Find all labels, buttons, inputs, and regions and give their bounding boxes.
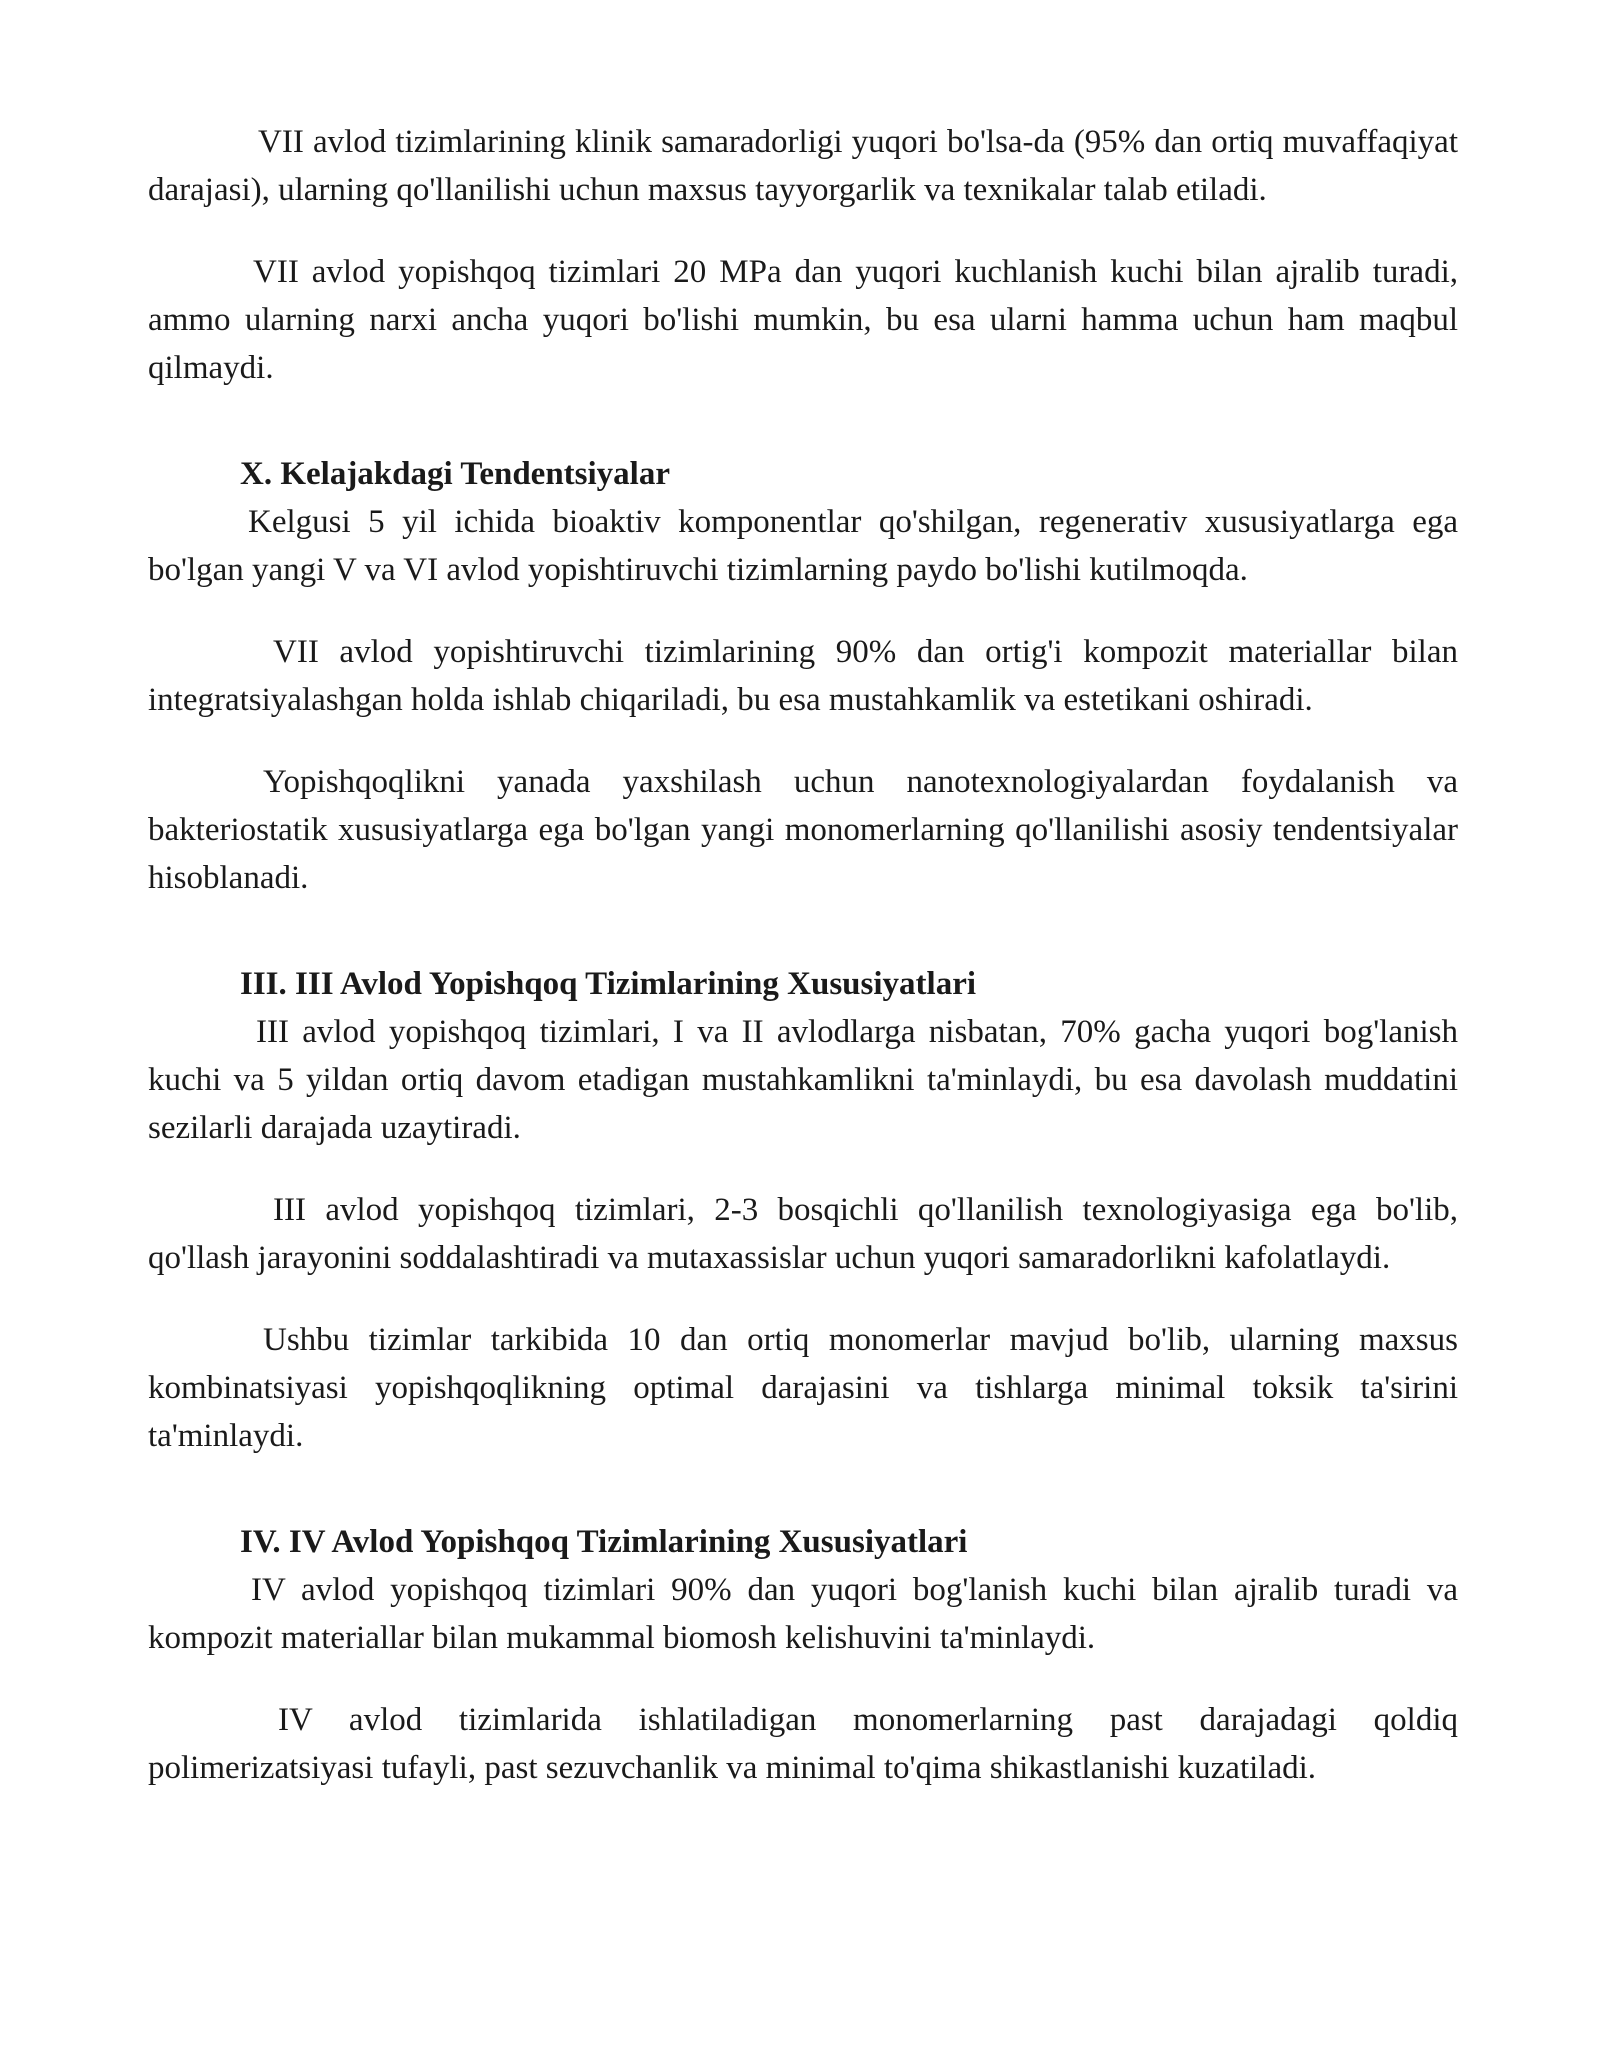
paragraph-vii-bond-strength: VII avlod yopishqoq tizimlari 20 MPa dan yuqori kuchlanish kuchi bilan ajralib turadi, ammo ularning narxi ancha yuqori bo'lishi mumkin, bu esa ularni hamma uchun ham maqbul qilmaydi. (148, 254, 1458, 386)
section-heading-iv: IV. IV Avlod Yopishqoq Tizimlarining Xususiyatlari (240, 1524, 968, 1560)
paragraph-iii-application-steps: III avlod yopishqoq tizimlari, 2-3 bosqichli qo'llanilish texnologiyasiga ega bo'lib, qo'llash jarayonini soddalashtiradi va mutaxassislar uchun yuqori samaradorlikni kafolatlaydi. (148, 1192, 1458, 1276)
paragraph-vii-composite-integration: VII avlod yopishtiruvchi tizimlarining 90% dan ortig'i kompozit materiallar bilan integratsiyalashgan holda ishlab chiqariladi, bu esa mustahkamlik va estetikani oshiradi. (148, 634, 1458, 718)
section-heading-iii: III. III Avlod Yopishqoq Tizimlarining Xususiyatlari (240, 966, 977, 1002)
paragraph-iii-bond-strength: III avlod yopishqoq tizimlari, I va II avlodlarga nisbatan, 70% gacha yuqori bog'lanish kuchi va 5 yildan ortiq davom etadigan mustahkamlikni ta'minlaydi, bu esa davolash muddatini sezilarli darajada uzaytiradi. (148, 1014, 1458, 1146)
paragraph-iii-monomers: Ushbu tizimlar tarkibida 10 dan ortiq monomerlar mavjud bo'lib, ularning maxsus kombinatsiyasi yopishqoqlikning optimal darajasini va tishlarga minimal toksik ta'sirini ta'minlaydi. (148, 1322, 1458, 1454)
paragraph-nanotechnology-trends: Yopishqoqlikni yanada yaxshilash uchun nanotexnologiyalardan foydalanish va bakteriostatik xususiyatlarga ega bo'lgan yangi monomerlarning qo'llanilishi asosiy tendentsiyalar hisoblanadi. (148, 764, 1458, 896)
paragraph-vii-clinical-efficiency: VII avlod tizimlarining klinik samaradorligi yuqori bo'lsa-da (95% dan ortiq muvaffaqiyat darajasi), ularning qo'llanilishi uchun maxsus tayyorgarlik va texnikalar talab etiladi. (148, 124, 1458, 208)
section-heading-x: X. Kelajakdagi Tendentsiyalar (240, 456, 670, 492)
paragraph-iv-low-polymerization: IV avlod tizimlarida ishlatiladigan monomerlarning past darajadagi qoldiq polimerizatsiyasi tufayli, past sezuvchanlik va minimal to'qima shikastlanishi kuzatiladi. (148, 1702, 1458, 1786)
paragraph-iv-bond-strength: IV avlod yopishqoq tizimlari 90% dan yuqori bog'lanish kuchi bilan ajralib turadi va kompozit materiallar bilan mukammal biomosh kelishuvini ta'minlaydi. (148, 1572, 1458, 1656)
paragraph-future-bioactive: Kelgusi 5 yil ichida bioaktiv komponentlar qo'shilgan, regenerativ xususiyatlarga ega bo'lgan yangi V va VI avlod yopishtiruvchi tizimlarning paydo bo'lishi kutilmoqda. (148, 504, 1458, 588)
document-page (148, 118, 1458, 1792)
